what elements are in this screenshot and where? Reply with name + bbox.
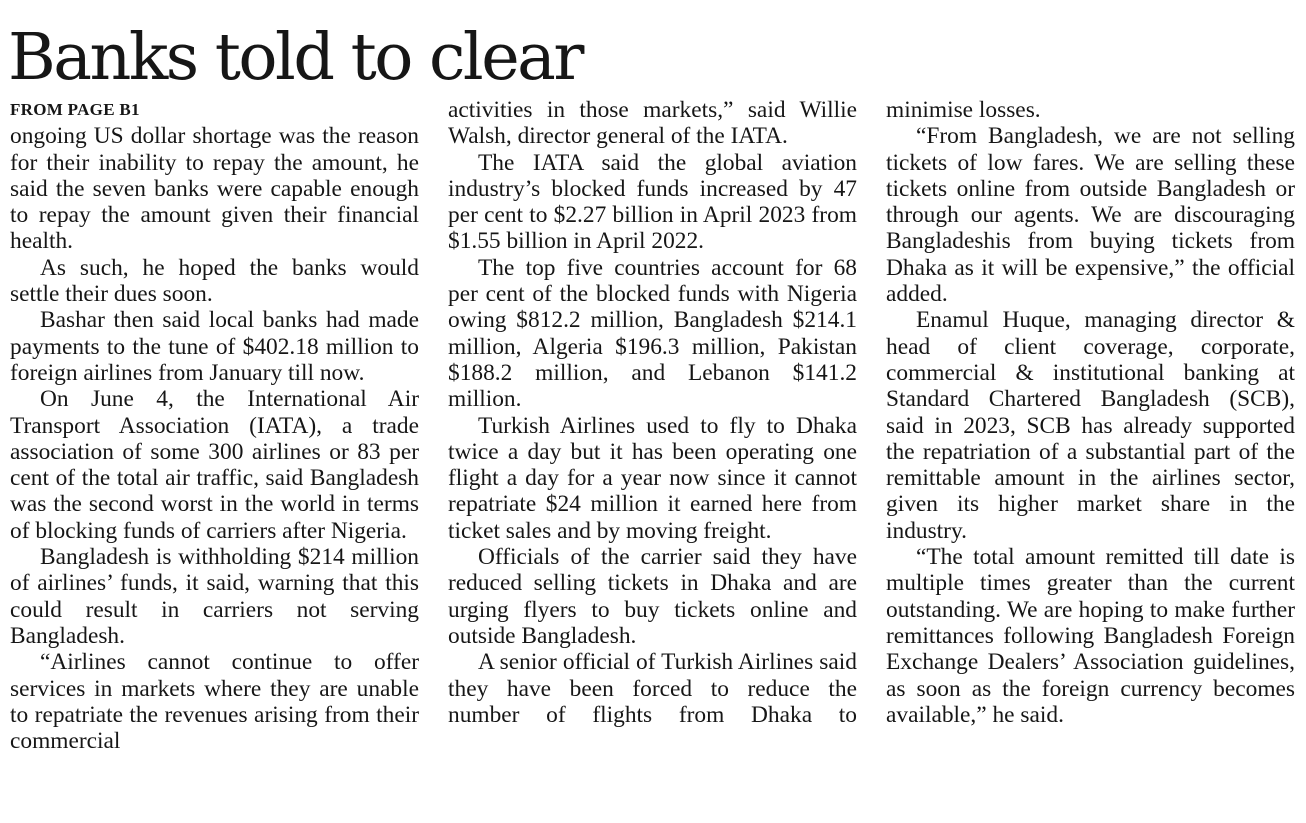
paragraph: minimise losses. xyxy=(886,97,1041,123)
paragraph: The IATA said the global aviation industry’s blocked funds increased by 47 per cent to $2.27 billion in April 2023 from $1.55 billion in April 2022. xyxy=(448,149,857,255)
paragraph: Enamul Huque, managing director & head of client coverage, corporate, commercial & institutional banking at Standard Chartered Bangladesh (SCB), said in 2023, SCB has already supported the repatriation of a substantial part of the remittable amount in the airlines sector, given its higher market share in the industry. xyxy=(886,307,1295,544)
paragraph: “The total amount remitted till date is multiple times greater than the current outstanding. We are hoping to make further remittances following Bangladesh Foreign Exchange Dealers’ Association guidelines, as soon as the foreign currency becomes available,” he said. xyxy=(886,544,1295,728)
paragraph: As such, he hoped the banks would settle their dues soon. xyxy=(10,254,419,308)
article-column-1 xyxy=(10,97,419,754)
paragraph: Turkish Airlines used to fly to Dhaka twice a day but it has been operating one flight a day for a year now since it cannot repatriate $24 million it earned here from ticket sales and by moving freight. xyxy=(448,412,857,544)
paragraph: activities in those markets,” said Willie Walsh, director general of the IATA. xyxy=(448,97,857,150)
article-column-2 xyxy=(448,97,857,728)
paragraph: ongoing US dollar shortage was the reason for their inability to repay the amount, he said the seven banks were capable enough to repay the amount given their financial health. xyxy=(10,123,419,255)
paragraph: Bangladesh is withholding $214 million of airlines’ funds, it said, warning that this could result in carriers not serving Bangladesh. xyxy=(10,544,419,649)
kicker: FROM PAGE B1 xyxy=(10,100,140,119)
paragraph: “Airlines cannot continue to offer services in markets where they are unable to repatriate the revenues arising from their commercial xyxy=(10,649,419,755)
paragraph: A senior official of Turkish Airlines said they have been forced to reduce the number of flights from Dhaka to xyxy=(448,649,857,728)
paragraph: Bashar then said local banks had made payments to the tune of $402.18 million to foreign airlines from January till now. xyxy=(10,307,419,386)
paragraph: On June 4, the International Air Transport Association (IATA), a trade association of some 300 airlines or 83 per cent of the total air traffic, said Bangladesh was the second worst in the world in terms of blocking funds of carriers after Nigeria. xyxy=(10,386,419,544)
paragraph: The top five countries account for 68 per cent of the blocked funds with Nigeria owing $812.2 million, Bangladesh $214.1 million, Algeria $196.3 million, Pakistan $188.2 million, and Lebanon $141.2 million. xyxy=(448,254,857,413)
paragraph: “From Bangladesh, we are not selling tickets of low fares. We are selling these tickets online from outside Bangladesh or through our agents. We are discouraging Bangladeshis from buying tickets from Dhaka as it will be expensive,” the official added. xyxy=(886,123,1295,308)
article-column-3 xyxy=(886,97,1295,728)
headline: Banks told to clear xyxy=(8,20,582,95)
paragraph: Officials of the carrier said they have reduced selling tickets in Dhaka and are urging flyers to buy tickets online and outside Bangladesh. xyxy=(448,544,857,649)
